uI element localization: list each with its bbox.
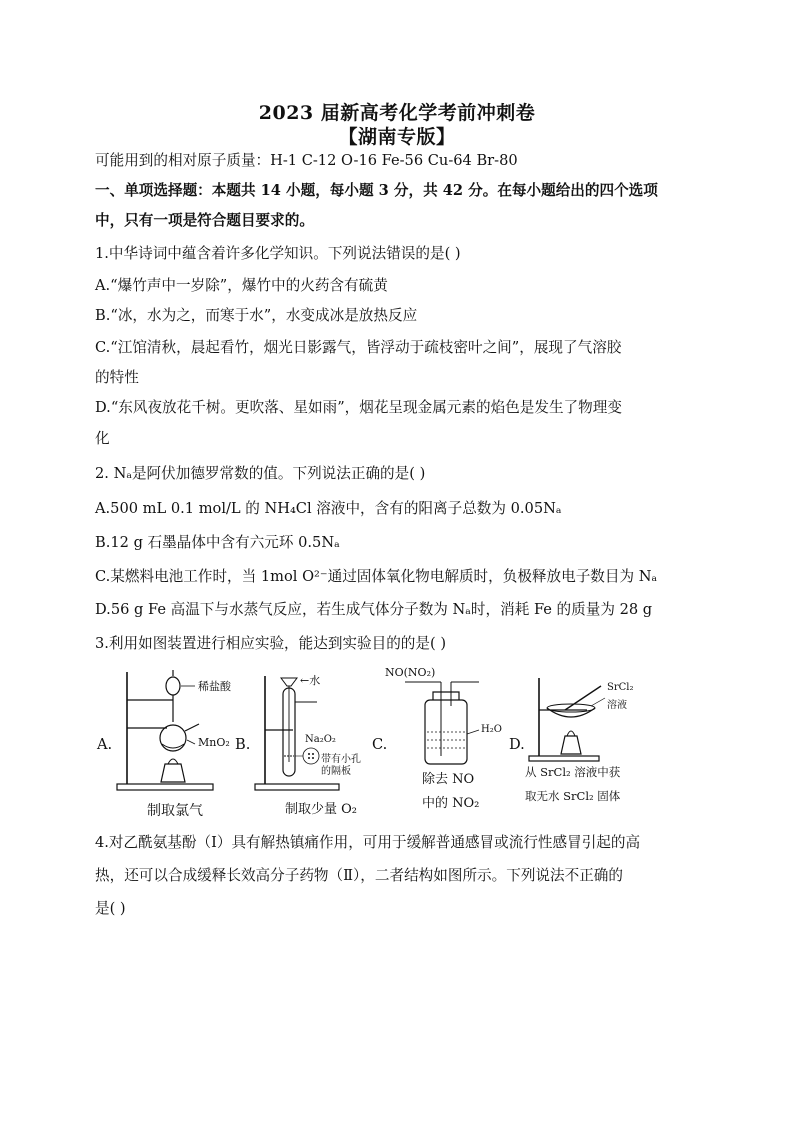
q3-option-d-caption-2: 取无水 SrCl₂ 固体 (525, 789, 621, 803)
q4-stem-line1: 4.对乙酰氨基酚（I）具有解热镇痛作用，可用于缓解普通感冒或流行性感冒引起的高 (95, 834, 641, 851)
section-one-line2: 中，只有一项是符合题目要求的。 (95, 212, 314, 229)
label-perforated-plate-2: 的隔板 (321, 766, 351, 777)
label-dilute-hcl: 稀盐酸 (198, 680, 231, 693)
q1-option-c-line1: C.“江馆清秋，晨起看竹，烟光日影露气，皆浮动于疏枝密叶之间”，展现了气溶胶 (95, 339, 622, 356)
q3-option-d-letter: D. (509, 736, 525, 753)
label-srcl2: SrCl₂ (607, 682, 634, 693)
oxygen-apparatus-diagram (253, 672, 353, 796)
label-water: ←水 (300, 674, 321, 687)
q2-stem: 2. Nₐ是阿伏加德罗常数的值。下列说法正确的是( ) (95, 465, 426, 482)
q3-option-b-caption: 制取少量 O₂ (285, 802, 358, 817)
exam-title: 2023 届新高考化学考前冲刺卷 (258, 102, 536, 124)
label-mno2: MnO₂ (198, 736, 230, 749)
q2-option-a: A.500 mL 0.1 mol/L 的 NH₄Cl 溶液中，含有的阳离子总数为 0.05Nₐ (95, 500, 562, 517)
label-na2o2: Na₂O₂ (305, 734, 336, 745)
q2-option-c: C.某燃料电池工作时，当 1mol O²⁻通过固体氧化物电解质时，负极释放电子数目为 Nₐ (95, 568, 658, 585)
q1-option-d-line1: D.“东风夜放花千树。更吹落、星如雨”，烟花呈现金属元素的焰色是发生了物理变 (95, 399, 622, 416)
q3-option-b-letter: B. (235, 736, 251, 753)
label-h2o: H₂O (481, 724, 502, 735)
atomic-masses: 可能用到的相对原子质量：H-1 C-12 O-16 Fe-56 Cu-64 Br-80 (95, 152, 518, 169)
q3-option-a-letter: A. (97, 736, 113, 753)
label-perforated-plate-1: 带有小孔 (321, 754, 361, 765)
label-no-no2: NO(NO₂) (385, 666, 436, 679)
q4-stem-line3: 是( ) (95, 900, 126, 917)
q1-option-a: A.“爆竹声中一岁除”，爆竹中的火药含有硫黄 (95, 277, 388, 294)
q3-option-d-caption-1: 从 SrCl₂ 溶液中获 (525, 765, 621, 779)
q2-option-d: D.56 g Fe 高温下与水蒸气反应，若生成气体分子数为 Nₐ时，消耗 Fe 的质量为 28 g (95, 601, 653, 618)
q3-option-c-caption-2: 中的 NO₂ (422, 796, 480, 811)
section-one-line1: 一、单项选择题：本题共 14 小题，每小题 3 分，共 42 分。在每小题给出的四个选项 (95, 182, 658, 199)
q1-option-d-line2: 化 (95, 430, 110, 447)
q1-option-b: B.“冰，水为之，而寒于水”，水变成冰是放热反应 (95, 307, 418, 324)
q3-apparatus-diagrams (95, 664, 705, 824)
gas-washing-bottle-diagram (393, 678, 503, 768)
q1-stem: 1.中华诗词中蕴含着许多化学知识。下列说法错误的是( ) (95, 245, 461, 262)
q3-option-c-caption-1: 除去 NO (422, 772, 475, 787)
q2-option-b: B.12 g 石墨晶体中含有六元环 0.5Nₐ (95, 534, 340, 551)
q1-option-c-line2: 的特性 (95, 369, 139, 386)
q4-stem-line2: 热，还可以合成缓释长效高分子药物（Ⅱ），二者结构如图所示。下列说法不正确的 (95, 867, 623, 884)
label-solution: 溶液 (607, 700, 627, 711)
q3-option-c-letter: C. (372, 736, 388, 753)
q3-stem: 3.利用如图装置进行相应实验，能达到实验目的的是( ) (95, 635, 447, 652)
q3-option-a-caption: 制取氯气 (147, 803, 203, 819)
exam-subtitle: 【湖南专版】 (338, 126, 456, 148)
